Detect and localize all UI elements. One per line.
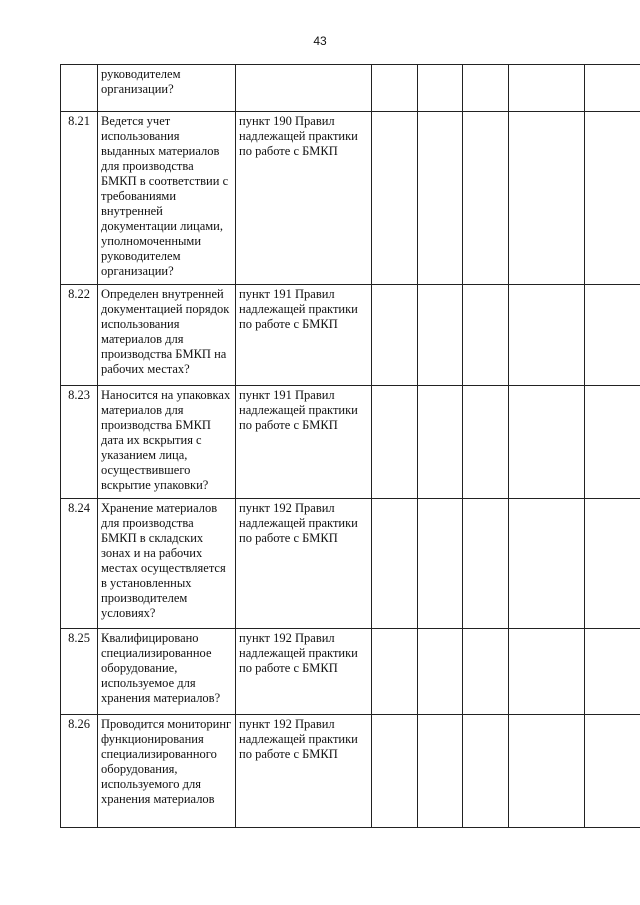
- answer-yes-cell: [372, 629, 418, 715]
- extra-cell: [585, 629, 640, 715]
- item-number: [61, 65, 98, 112]
- notes-cell: [509, 285, 585, 386]
- answer-yes-cell: [372, 386, 418, 499]
- extra-cell: [585, 715, 640, 828]
- table-row: [61, 499, 640, 629]
- table-row: [61, 65, 640, 112]
- answer-no-cell: [418, 285, 463, 386]
- notes-cell: [509, 386, 585, 499]
- question-cell: Хранение материалов для производства БМКП в складских зонах и на рабочих местах осуществляется в установленных производителем условиях?: [98, 499, 236, 629]
- answer-no-cell: [418, 112, 463, 285]
- answer-yes-cell: [372, 715, 418, 828]
- item-number: 8.26: [61, 715, 98, 828]
- item-number: 8.25: [61, 629, 98, 715]
- extra-cell: [585, 285, 640, 386]
- reference-cell: пункт 191 Правил надлежащей практики по работе с БМКП: [236, 285, 372, 386]
- answer-na-cell: [463, 715, 509, 828]
- answer-no-cell: [418, 629, 463, 715]
- reference-cell: пункт 192 Правил надлежащей практики по работе с БМКП: [236, 629, 372, 715]
- item-number: 8.21: [61, 112, 98, 285]
- answer-na-cell: [463, 285, 509, 386]
- answer-yes-cell: [372, 285, 418, 386]
- answer-na-cell: [463, 629, 509, 715]
- reference-cell: пункт 190 Правил надлежащей практики по работе с БМКП: [236, 112, 372, 285]
- answer-no-cell: [418, 715, 463, 828]
- table-row: [61, 715, 640, 828]
- item-number: 8.23: [61, 386, 98, 499]
- table-row: [61, 112, 640, 285]
- checklist-table: [60, 64, 640, 828]
- table-row: [61, 386, 640, 499]
- question-cell: Определен внутренней документацией порядок использования материалов для производства БМКП на рабочих местах?: [98, 285, 236, 386]
- reference-cell: пункт 192 Правил надлежащей практики по работе с БМКП: [236, 499, 372, 629]
- question-cell: руководителем организации?: [98, 65, 236, 112]
- notes-cell: [509, 112, 585, 285]
- table-row: [61, 629, 640, 715]
- answer-no-cell: [418, 65, 463, 112]
- table-row: [61, 285, 640, 386]
- reference-cell: [236, 65, 372, 112]
- extra-cell: [585, 499, 640, 629]
- question-cell: Ведется учет использования выданных материалов для производства БМКП в соответствии с требованиями внутренней документации лицами, уполномоченными руководителем организации?: [98, 112, 236, 285]
- notes-cell: [509, 715, 585, 828]
- answer-no-cell: [418, 386, 463, 499]
- extra-cell: [585, 65, 640, 112]
- extra-cell: [585, 112, 640, 285]
- question-cell: Наносится на упаковках материалов для производства БМКП дата их вскрытия с указанием лица, осуществившего вскрытие упаковки?: [98, 386, 236, 499]
- extra-cell: [585, 386, 640, 499]
- notes-cell: [509, 629, 585, 715]
- answer-yes-cell: [372, 112, 418, 285]
- answer-yes-cell: [372, 499, 418, 629]
- item-number: 8.22: [61, 285, 98, 386]
- answer-na-cell: [463, 112, 509, 285]
- reference-cell: пункт 191 Правил надлежащей практики по работе с БМКП: [236, 386, 372, 499]
- answer-na-cell: [463, 499, 509, 629]
- answer-no-cell: [418, 499, 463, 629]
- page-number: 43: [313, 34, 327, 48]
- item-number: 8.24: [61, 499, 98, 629]
- answer-yes-cell: [372, 65, 418, 112]
- answer-na-cell: [463, 65, 509, 112]
- question-cell: Квалифицировано специализированное оборудование, используемое для хранения материалов?: [98, 629, 236, 715]
- notes-cell: [509, 499, 585, 629]
- question-cell: Проводится мониторинг функционирования специализированного оборудования, используемого для хранения материалов: [98, 715, 236, 828]
- answer-na-cell: [463, 386, 509, 499]
- reference-cell: пункт 192 Правил надлежащей практики по работе с БМКП: [236, 715, 372, 828]
- notes-cell: [509, 65, 585, 112]
